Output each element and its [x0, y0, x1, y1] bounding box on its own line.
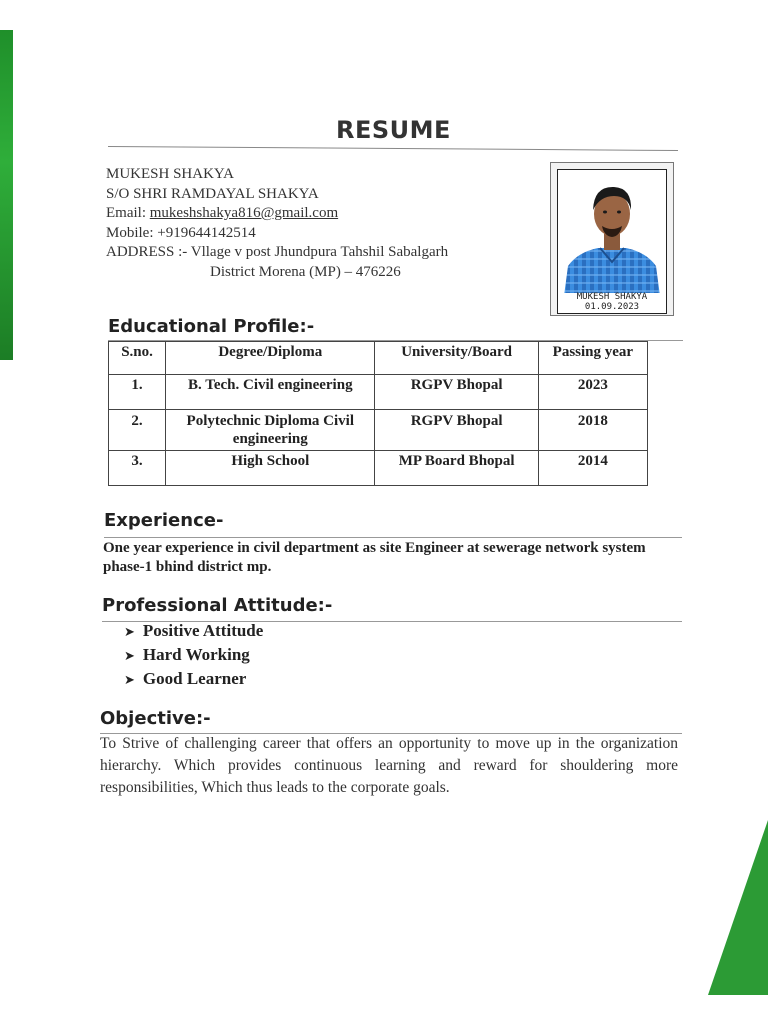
- profile-photo: [557, 169, 667, 297]
- contact-address-line2: District Morena (MP) – 476226: [210, 263, 401, 280]
- cell-year: 2023: [538, 375, 647, 410]
- list-item-label: Hard Working: [142, 645, 250, 664]
- cell-year: 2014: [538, 451, 647, 486]
- cell-sno: 3.: [109, 451, 166, 486]
- title-divider: [108, 146, 678, 151]
- cell-board: MP Board Bhopal: [375, 451, 538, 486]
- table-header-row: [109, 342, 648, 375]
- cell-degree: B. Tech. Civil engineering: [166, 375, 375, 410]
- column-header-degree: Degree/Diploma: [166, 342, 375, 375]
- arrow-bullet-icon: ➤: [124, 649, 135, 664]
- contact-block: [106, 165, 448, 282]
- email-label: Email:: [106, 205, 150, 221]
- cell-board: RGPV Bhopal: [375, 410, 538, 451]
- list-item: [124, 644, 263, 668]
- page-title: RESUME: [336, 116, 451, 144]
- photo-caption: [557, 293, 667, 314]
- list-item-label: Positive Attitude: [142, 621, 264, 640]
- column-header-sno: S.no.: [109, 342, 166, 375]
- cell-board: RGPV Bhopal: [375, 375, 538, 410]
- column-header-year: Passing year: [538, 342, 647, 375]
- attitude-heading: Professional Attitude:-: [102, 595, 333, 616]
- list-item-label: Good Learner: [142, 669, 247, 688]
- experience-divider: [104, 537, 682, 538]
- list-item: [124, 668, 263, 692]
- column-header-board: University/Board: [375, 342, 538, 375]
- table-row: [109, 451, 648, 486]
- cell-degree: High School: [166, 451, 375, 486]
- cell-sno: 1.: [109, 375, 166, 410]
- attitude-list: [124, 620, 263, 692]
- cell-degree: Polytechnic Diploma Civil engineering: [166, 410, 375, 451]
- person-portrait-icon: [558, 170, 666, 296]
- contact-mobile: Mobile: +919644142514: [106, 224, 256, 241]
- education-table: [108, 341, 648, 486]
- arrow-bullet-icon: ➤: [124, 673, 135, 688]
- table-row: [109, 375, 648, 410]
- photo-caption-name: MUKESH SHAKYA: [576, 292, 648, 302]
- experience-text: One year experience in civil department as site Engineer at sewerage network system phase-1 bhind district mp.: [103, 540, 646, 575]
- objective-text: To Strive of challenging career that offers an opportunity to move up in the organization hierarchy. Which provides continuous learning and reward for shouldering more responsibilities, Which thus leads to the corporate goals.: [100, 735, 678, 796]
- photo-caption-date: 01.09.2023: [584, 301, 640, 312]
- contact-address-line1: ADDRESS :- Vllage v post Jhundpura Tahshil Sabalgarh: [106, 244, 449, 260]
- table-row: [109, 410, 648, 451]
- contact-father: S/O SHRI RAMDAYAL SHAKYA: [106, 185, 319, 202]
- email-link[interactable]: mukeshshakya816@gmail.com: [149, 205, 339, 221]
- contact-name: MUKESH SHAKYA: [106, 166, 234, 182]
- contact-email-row: [106, 204, 448, 224]
- cell-sno: 2.: [109, 410, 166, 451]
- list-item: [124, 620, 263, 644]
- education-heading: Educational Profile:-: [108, 316, 315, 337]
- objective-heading: Objective:-: [100, 708, 211, 729]
- profile-photo-frame: [550, 162, 674, 316]
- experience-heading: Experience-: [104, 510, 224, 531]
- cell-year: 2018: [538, 410, 647, 451]
- arrow-bullet-icon: ➤: [124, 625, 135, 640]
